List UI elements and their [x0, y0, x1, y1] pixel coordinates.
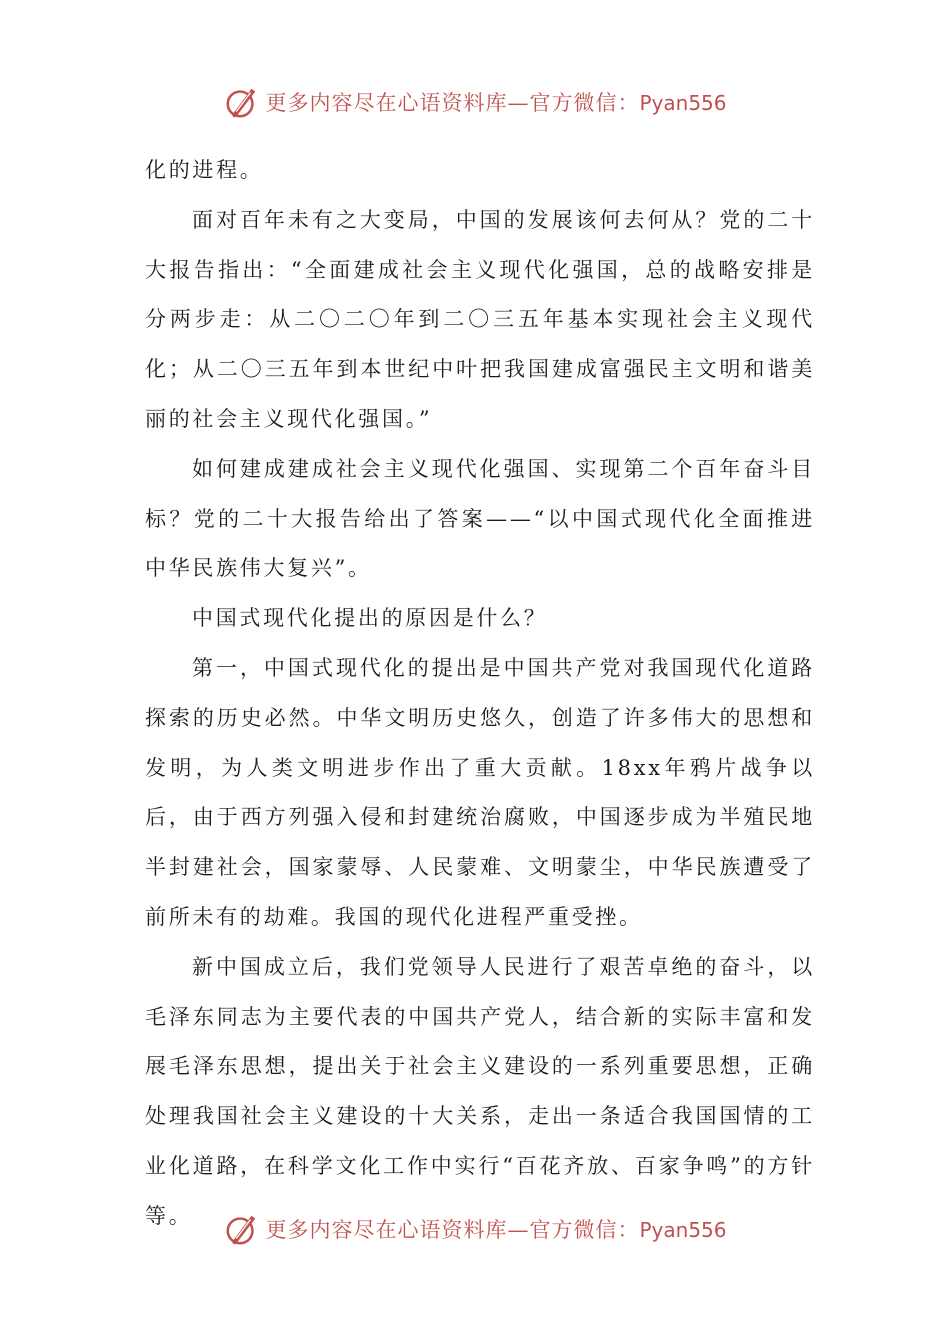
paragraph-how-to-build: 如何建成建成社会主义现代化强国、实现第二个百年奋斗目标？党的二十大报告给出了答案——“以中国式现代化全面推进中华民族伟大复兴”。: [145, 456, 815, 581]
footer-wechat-id: Pyan556: [639, 1218, 727, 1242]
header-banner-text: 更多内容尽在心语资料库—官方微信：Pyan556: [265, 91, 727, 115]
header-wechat-id: Pyan556: [639, 91, 727, 115]
paragraph-continuation: 化的进程。: [145, 158, 264, 182]
header-banner: [0, 80, 950, 124]
paragraph-question: 中国式现代化提出的原因是什么？: [192, 606, 548, 631]
footer-banner: [0, 1207, 950, 1251]
quill-pen-logo-icon: [223, 83, 261, 121]
document-body: [145, 146, 815, 1242]
quill-pen-logo-icon: [223, 1210, 261, 1248]
paragraph-first-reason: 第一，中国式现代化的提出是中国共产党对我国现代化道路探索的历史必然。中华文明历史悠久，创造了许多伟大的思想和发明，为人类文明进步作出了重大贡献。18xx年鸦片战争以后，由于西方列强入侵和封建统治腐败，中国逐步成为半殖民地半封建社会，国家蒙辱、人民蒙难、文明蒙尘，中华民族遭受了前所未有的劫难。我国的现代化进程严重受挫。: [145, 655, 815, 929]
paragraph-new-china: 新中国成立后，我们党领导人民进行了艰苦卓绝的奋斗，以毛泽东同志为主要代表的中国共产党人，结合新的实际丰富和发展毛泽东思想，提出关于社会主义建设的一系列重要思想，正确处理我国社会主义建设的十大关系，走出一条适合我国国情的工业化道路，在科学文化工作中实行“百花齐放、百家争鸣”的方针等。: [145, 954, 815, 1228]
footer-banner-text: 更多内容尽在心语资料库—官方微信：Pyan556: [265, 1218, 727, 1242]
paragraph-major-changes: 面对百年未有之大变局，中国的发展该何去何从？党的二十大报告指出：“全面建成社会主义现代化强国，总的战略安排是分两步走：从二〇二〇年到二〇三五年基本实现社会主义现代化；从二〇三五年到本世纪中叶把我国建成富强民主文明和谐美丽的社会主义现代化强国。”: [145, 207, 815, 431]
